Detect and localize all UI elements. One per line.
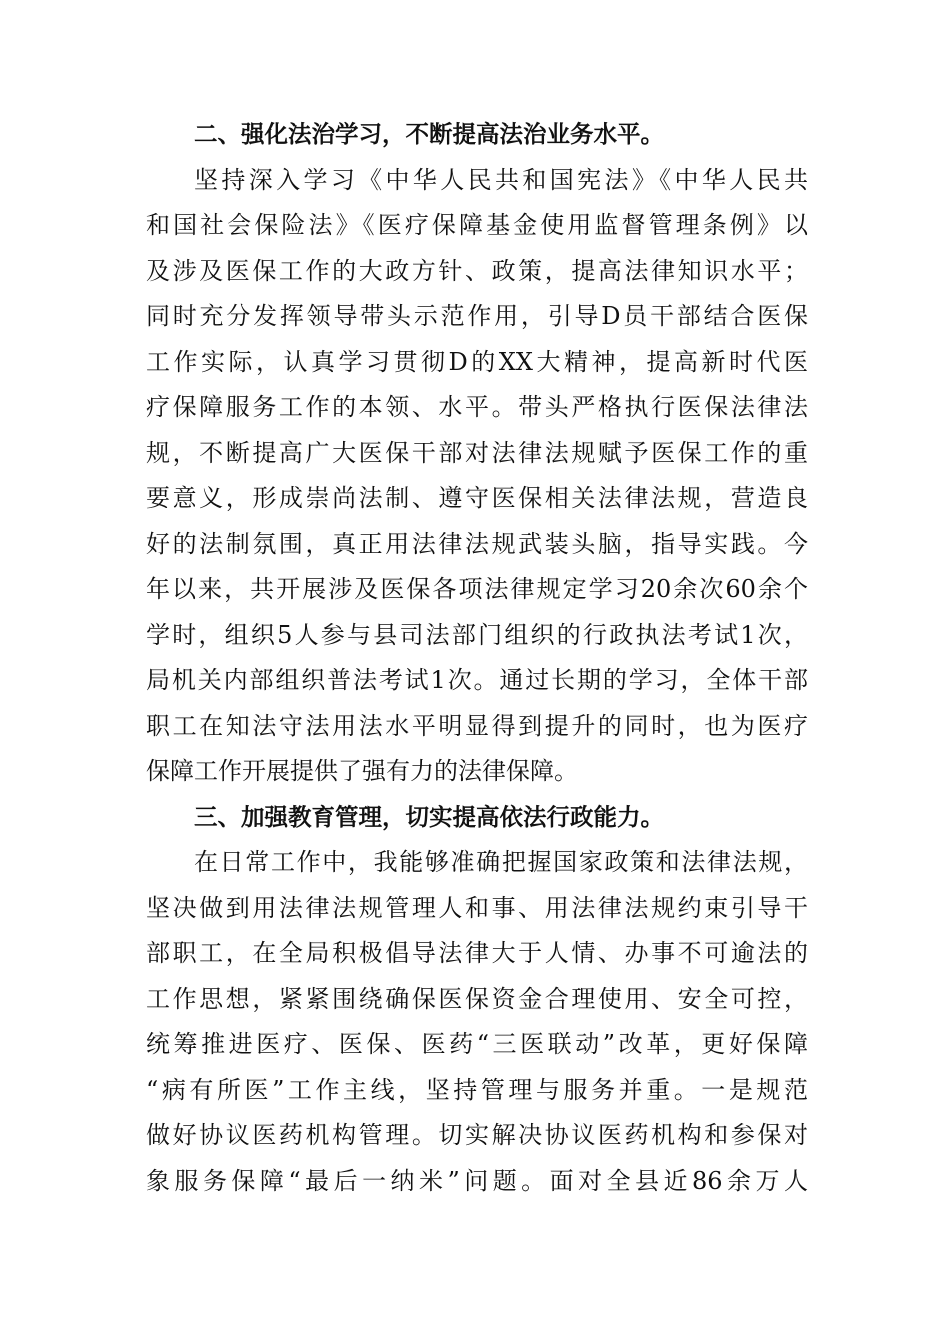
- paragraph-line: 工作实际，认真学习贯彻D的XX大精神，提高新时代医: [146, 347, 808, 376]
- paragraph-line: 局机关内部组织普法考试1次。通过长期的学习，全体干部: [146, 666, 808, 694]
- paragraph-line: 学时，组织5人参与县司法部门组织的行政执法考试1次，: [146, 620, 808, 649]
- paragraph-line: 同时充分发挥领导带头示范作用，引导D员干部结合医保: [146, 302, 808, 330]
- section-3-heading: 三、加强教育管理，切实提高依法行政能力。: [194, 802, 664, 831]
- paragraph-line: 做好协议医药机构管理。切实解决协议医药机构和参保对: [146, 1121, 808, 1149]
- paragraph-line: 规，不断提高广大医保干部对法律法规赋予医保工作的重: [146, 438, 808, 467]
- paragraph-line: 工作思想，紧紧围绕确保医保资金合理使用、安全可控，: [146, 984, 808, 1013]
- section-2-paragraph: [146, 158, 808, 795]
- paragraph-line: 在日常工作中，我能够准确把握国家政策和法律法规，: [194, 848, 808, 876]
- paragraph-line: 年以来，共开展涉及医保各项法律规定学习20余次60余个: [146, 575, 808, 603]
- paragraph-line: 部职工，在全局积极倡导法律大于人情、办事不可逾法的: [146, 939, 808, 967]
- paragraph-line: 疗保障服务工作的本领、水平。带头严格执行医保法律法: [146, 393, 808, 421]
- paragraph-line: 要意义，形成崇尚法制、遵守医保相关法律法规，营造良: [146, 484, 808, 512]
- paragraph-line: 保障工作开展提供了强有力的法律保障。: [146, 757, 578, 785]
- paragraph-line: 坚决做到用法律法规管理人和事、用法律法规约束引导干: [146, 893, 808, 922]
- paragraph-line: 坚持深入学习《中华人民共和国宪法》《中华人民共: [194, 165, 808, 194]
- paragraph-line: 及涉及医保工作的大政方针、政策，提高法律知识水平；: [146, 256, 808, 285]
- paragraph-line: 职工在知法守法用法水平明显得到提升的同时，也为医疗: [146, 711, 808, 740]
- paragraph-line: “病有所医”工作主线，坚持管理与服务并重。一是规范: [146, 1075, 808, 1104]
- paragraph-line: 统筹推进医疗、医保、医药“三医联动”改革，更好保障: [146, 1030, 808, 1058]
- paragraph-line: 象服务保障“最后一纳米”问题。面对全县近86余万人: [146, 1166, 808, 1195]
- paragraph-line: 好的法制氛围，真正用法律法规武装头脑，指导实践。今: [146, 529, 808, 558]
- section-3-paragraph: [146, 840, 808, 1204]
- section-2-heading: 二、强化法治学习，不断提高法治业务水平。: [194, 120, 664, 148]
- document-body: [146, 112, 808, 1204]
- paragraph-line: 和国社会保险法》《医疗保障基金使用监督管理条例》以: [146, 211, 808, 239]
